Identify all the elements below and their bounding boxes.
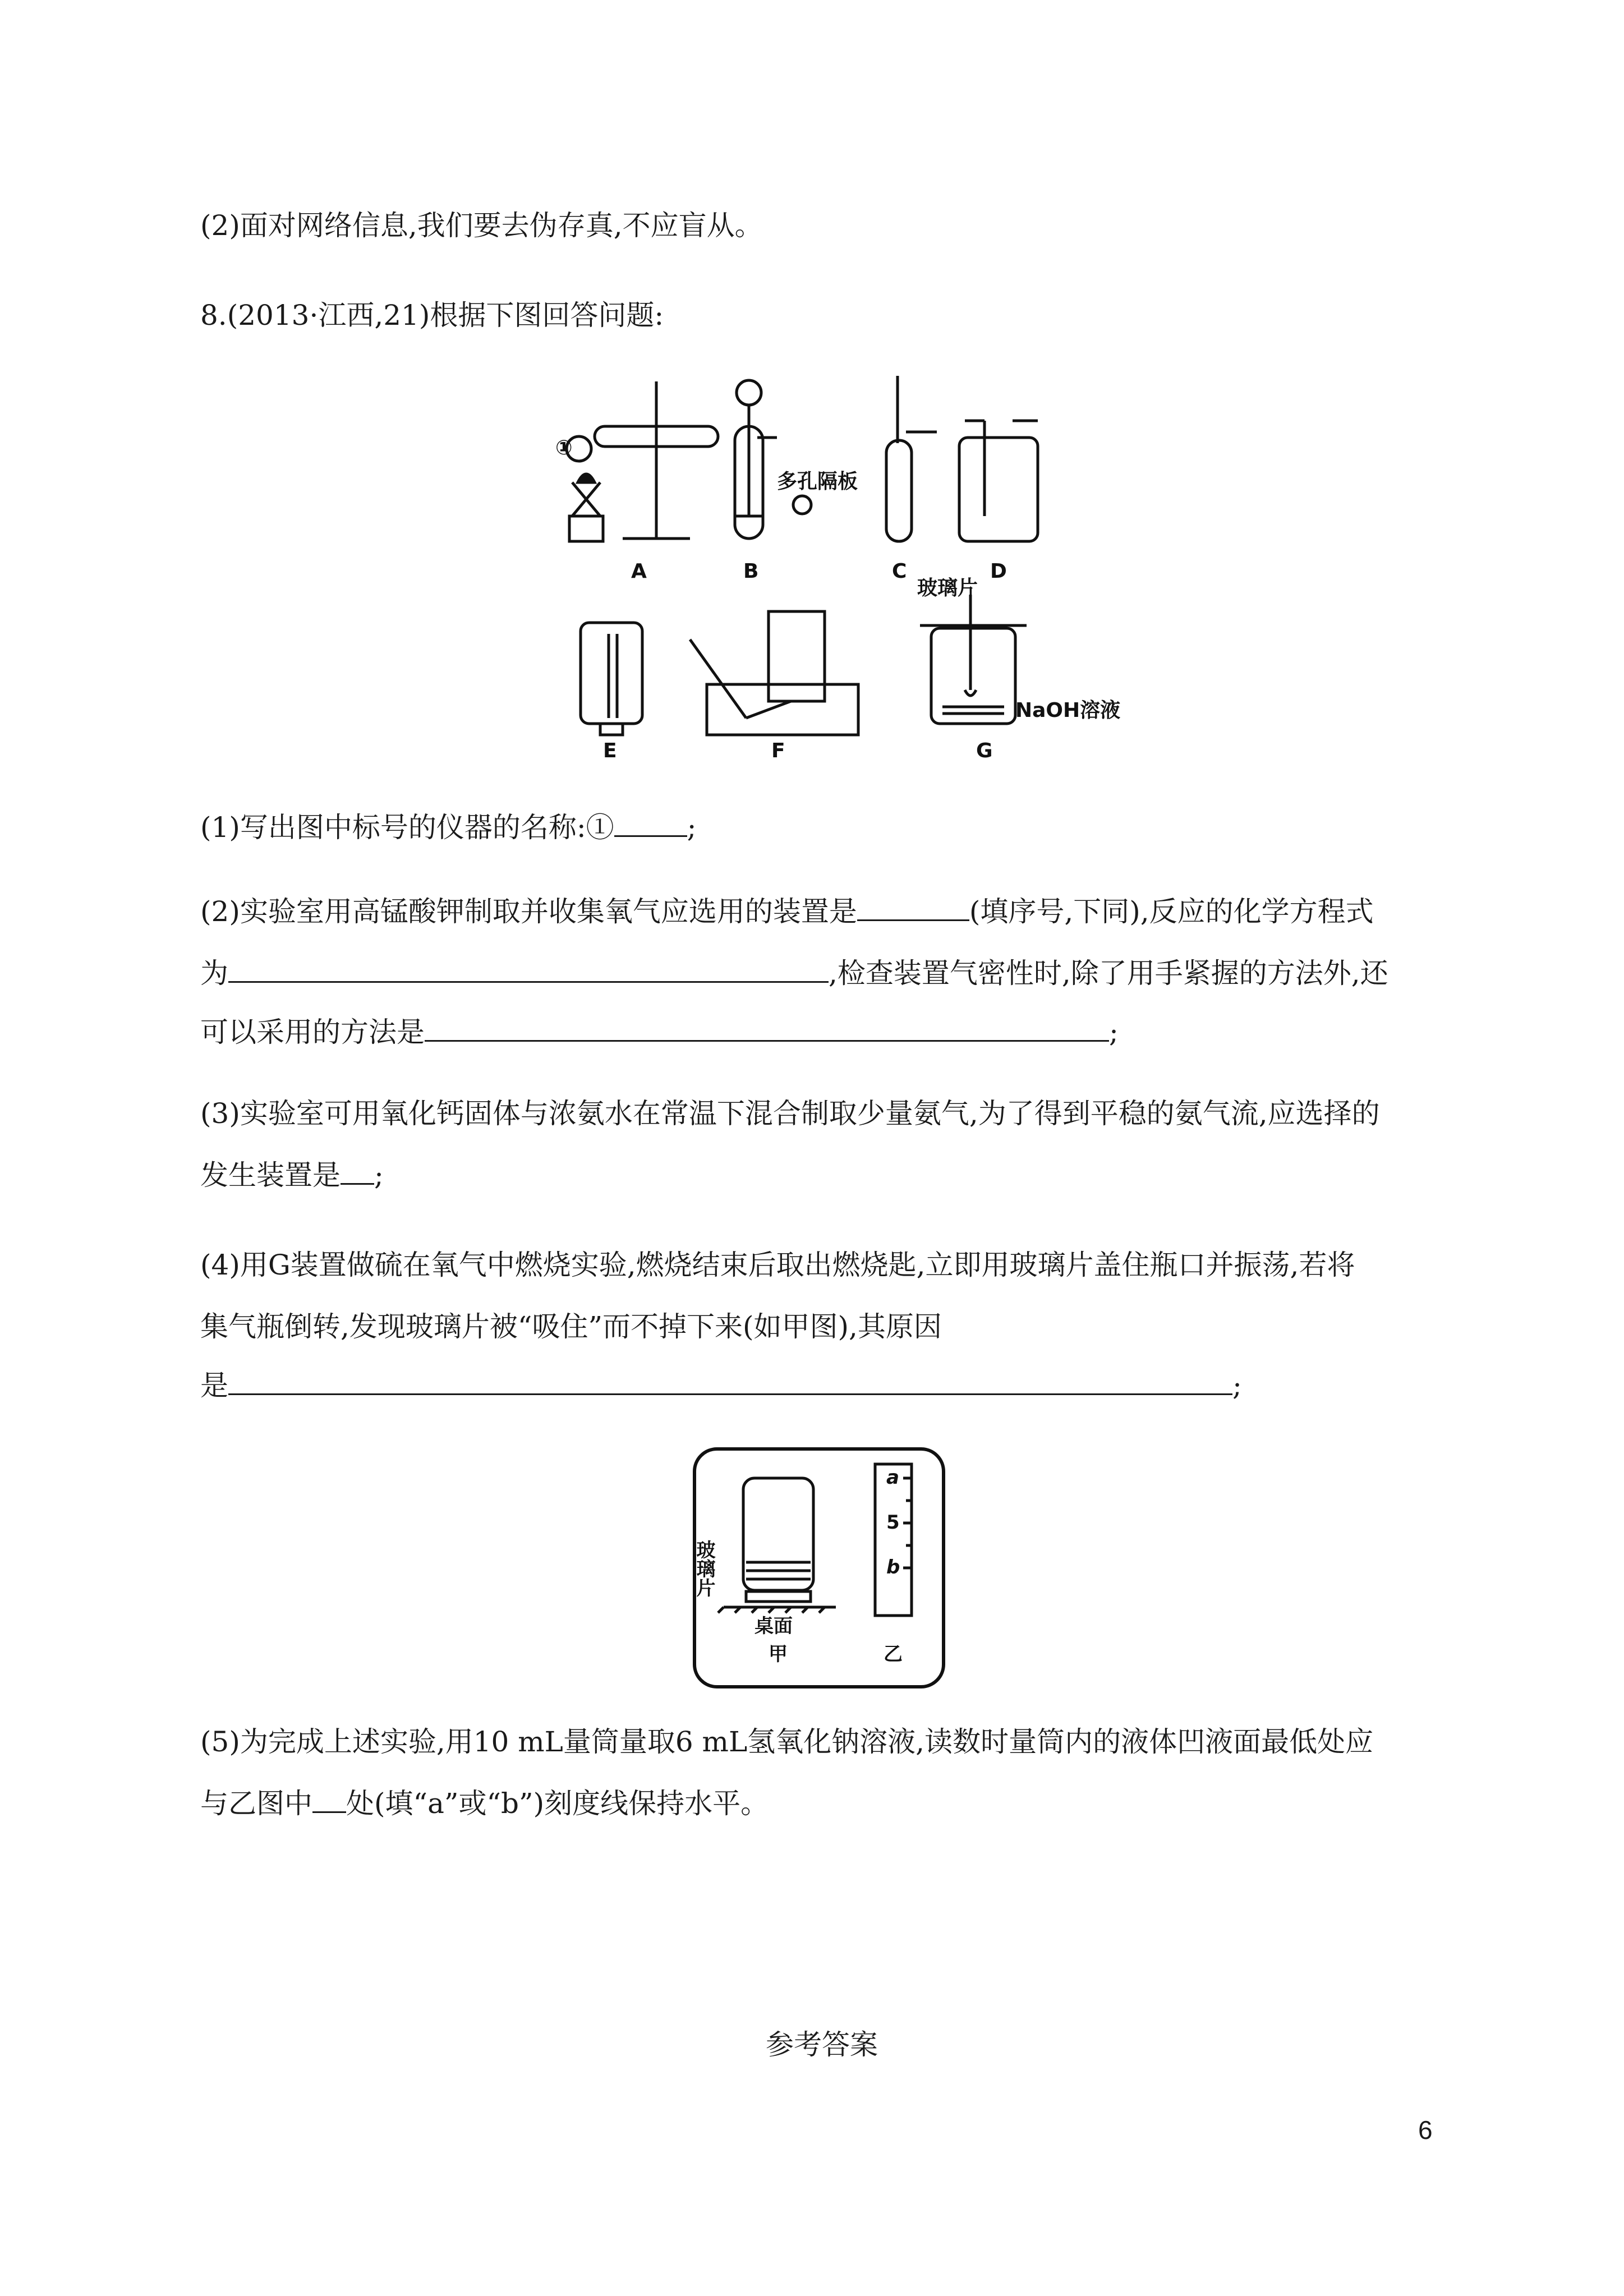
fig2-scale-a: a bbox=[886, 1466, 899, 1489]
answer-blank-3[interactable] bbox=[341, 1158, 374, 1185]
fig2-scale-5: 5 bbox=[886, 1511, 900, 1534]
apparatus-a bbox=[567, 381, 718, 541]
part-4-line-3: 是 ; bbox=[200, 1369, 1242, 1402]
label-a: A bbox=[631, 560, 647, 583]
part-1: (1)写出图中标号的仪器的名称:① ; bbox=[200, 811, 697, 844]
apparatus-c bbox=[886, 376, 937, 541]
label-f: F bbox=[771, 739, 785, 762]
apparatus-g bbox=[920, 595, 1027, 724]
fig2-jia: 甲 bbox=[769, 1643, 788, 1665]
answer-blank-5[interactable] bbox=[312, 1787, 346, 1813]
glass-sheet-label: 玻璃片 bbox=[917, 577, 978, 600]
label-g: G bbox=[976, 739, 993, 762]
label-b: B bbox=[743, 560, 759, 583]
answer-blank-2a[interactable] bbox=[857, 895, 969, 921]
apparatus-e bbox=[581, 623, 642, 735]
part-3-line-2: 发生装置是 ; bbox=[200, 1159, 384, 1191]
part-5-line-2: 与乙图中 处(填“a”或“b”)刻度线保持水平。 bbox=[200, 1787, 769, 1820]
label-d: D bbox=[990, 560, 1007, 583]
fig2-yi: 乙 bbox=[884, 1643, 903, 1665]
part-4-line-1: (4)用G装置做硫在氧气中燃烧实验,燃烧结束后取出燃烧匙,立即用玻璃片盖住瓶口并振荡,若将 bbox=[200, 1249, 1355, 1281]
porous-plate-label: 多孔隔板 bbox=[777, 470, 858, 493]
marker-1: ① bbox=[555, 436, 573, 459]
naoh-label: NaOH溶液 bbox=[1015, 699, 1121, 722]
apparatus-figure bbox=[555, 370, 1128, 763]
answer-heading: 参考答案 bbox=[766, 2028, 878, 2061]
figure-jia-yi bbox=[690, 1444, 948, 1691]
apparatus-d bbox=[959, 421, 1038, 541]
label-e: E bbox=[603, 739, 617, 762]
part-4-line-2: 集气瓶倒转,发现玻璃片被“吸住”而不掉下来(如甲图),其原因 bbox=[200, 1310, 942, 1343]
intro-line: (2)面对网络信息,我们要去伪存真,不应盲从。 bbox=[200, 209, 763, 242]
page-number: 6 bbox=[1418, 2115, 1433, 2145]
answer-blank-2b[interactable] bbox=[228, 956, 829, 983]
apparatus-b bbox=[735, 380, 811, 539]
answer-blank-1[interactable] bbox=[614, 811, 687, 837]
part-2-line-2: 为 ,检查装置气密性时,除了用手紧握的方法外,还 bbox=[200, 957, 1388, 990]
fig2-scale-b: b bbox=[886, 1556, 900, 1579]
apparatus-f bbox=[690, 611, 858, 735]
answer-blank-4[interactable] bbox=[228, 1369, 1232, 1395]
part-2-line-3: 可以采用的方法是 ; bbox=[200, 1016, 1119, 1048]
label-c: C bbox=[892, 560, 907, 583]
question-8-title: 8.(2013·江西,21)根据下图回答问题: bbox=[200, 299, 664, 332]
fig2-glass: 玻璃片 bbox=[693, 1540, 715, 1597]
fig2-desk: 桌面 bbox=[755, 1615, 793, 1637]
answer-blank-2c[interactable] bbox=[425, 1015, 1109, 1042]
part-5-line-1: (5)为完成上述实验,用10 mL量筒量取6 mL氢氧化钠溶液,读数时量筒内的液体凹液面最低处应 bbox=[200, 1726, 1374, 1758]
part-2-line-1: (2)实验室用高锰酸钾制取并收集氧气应选用的装置是 (填序号,下同),反应的化学方程式 bbox=[200, 895, 1374, 928]
part-3-line-1: (3)实验室可用氧化钙固体与浓氨水在常温下混合制取少量氨气,为了得到平稳的氨气流,应选择的 bbox=[200, 1097, 1380, 1130]
